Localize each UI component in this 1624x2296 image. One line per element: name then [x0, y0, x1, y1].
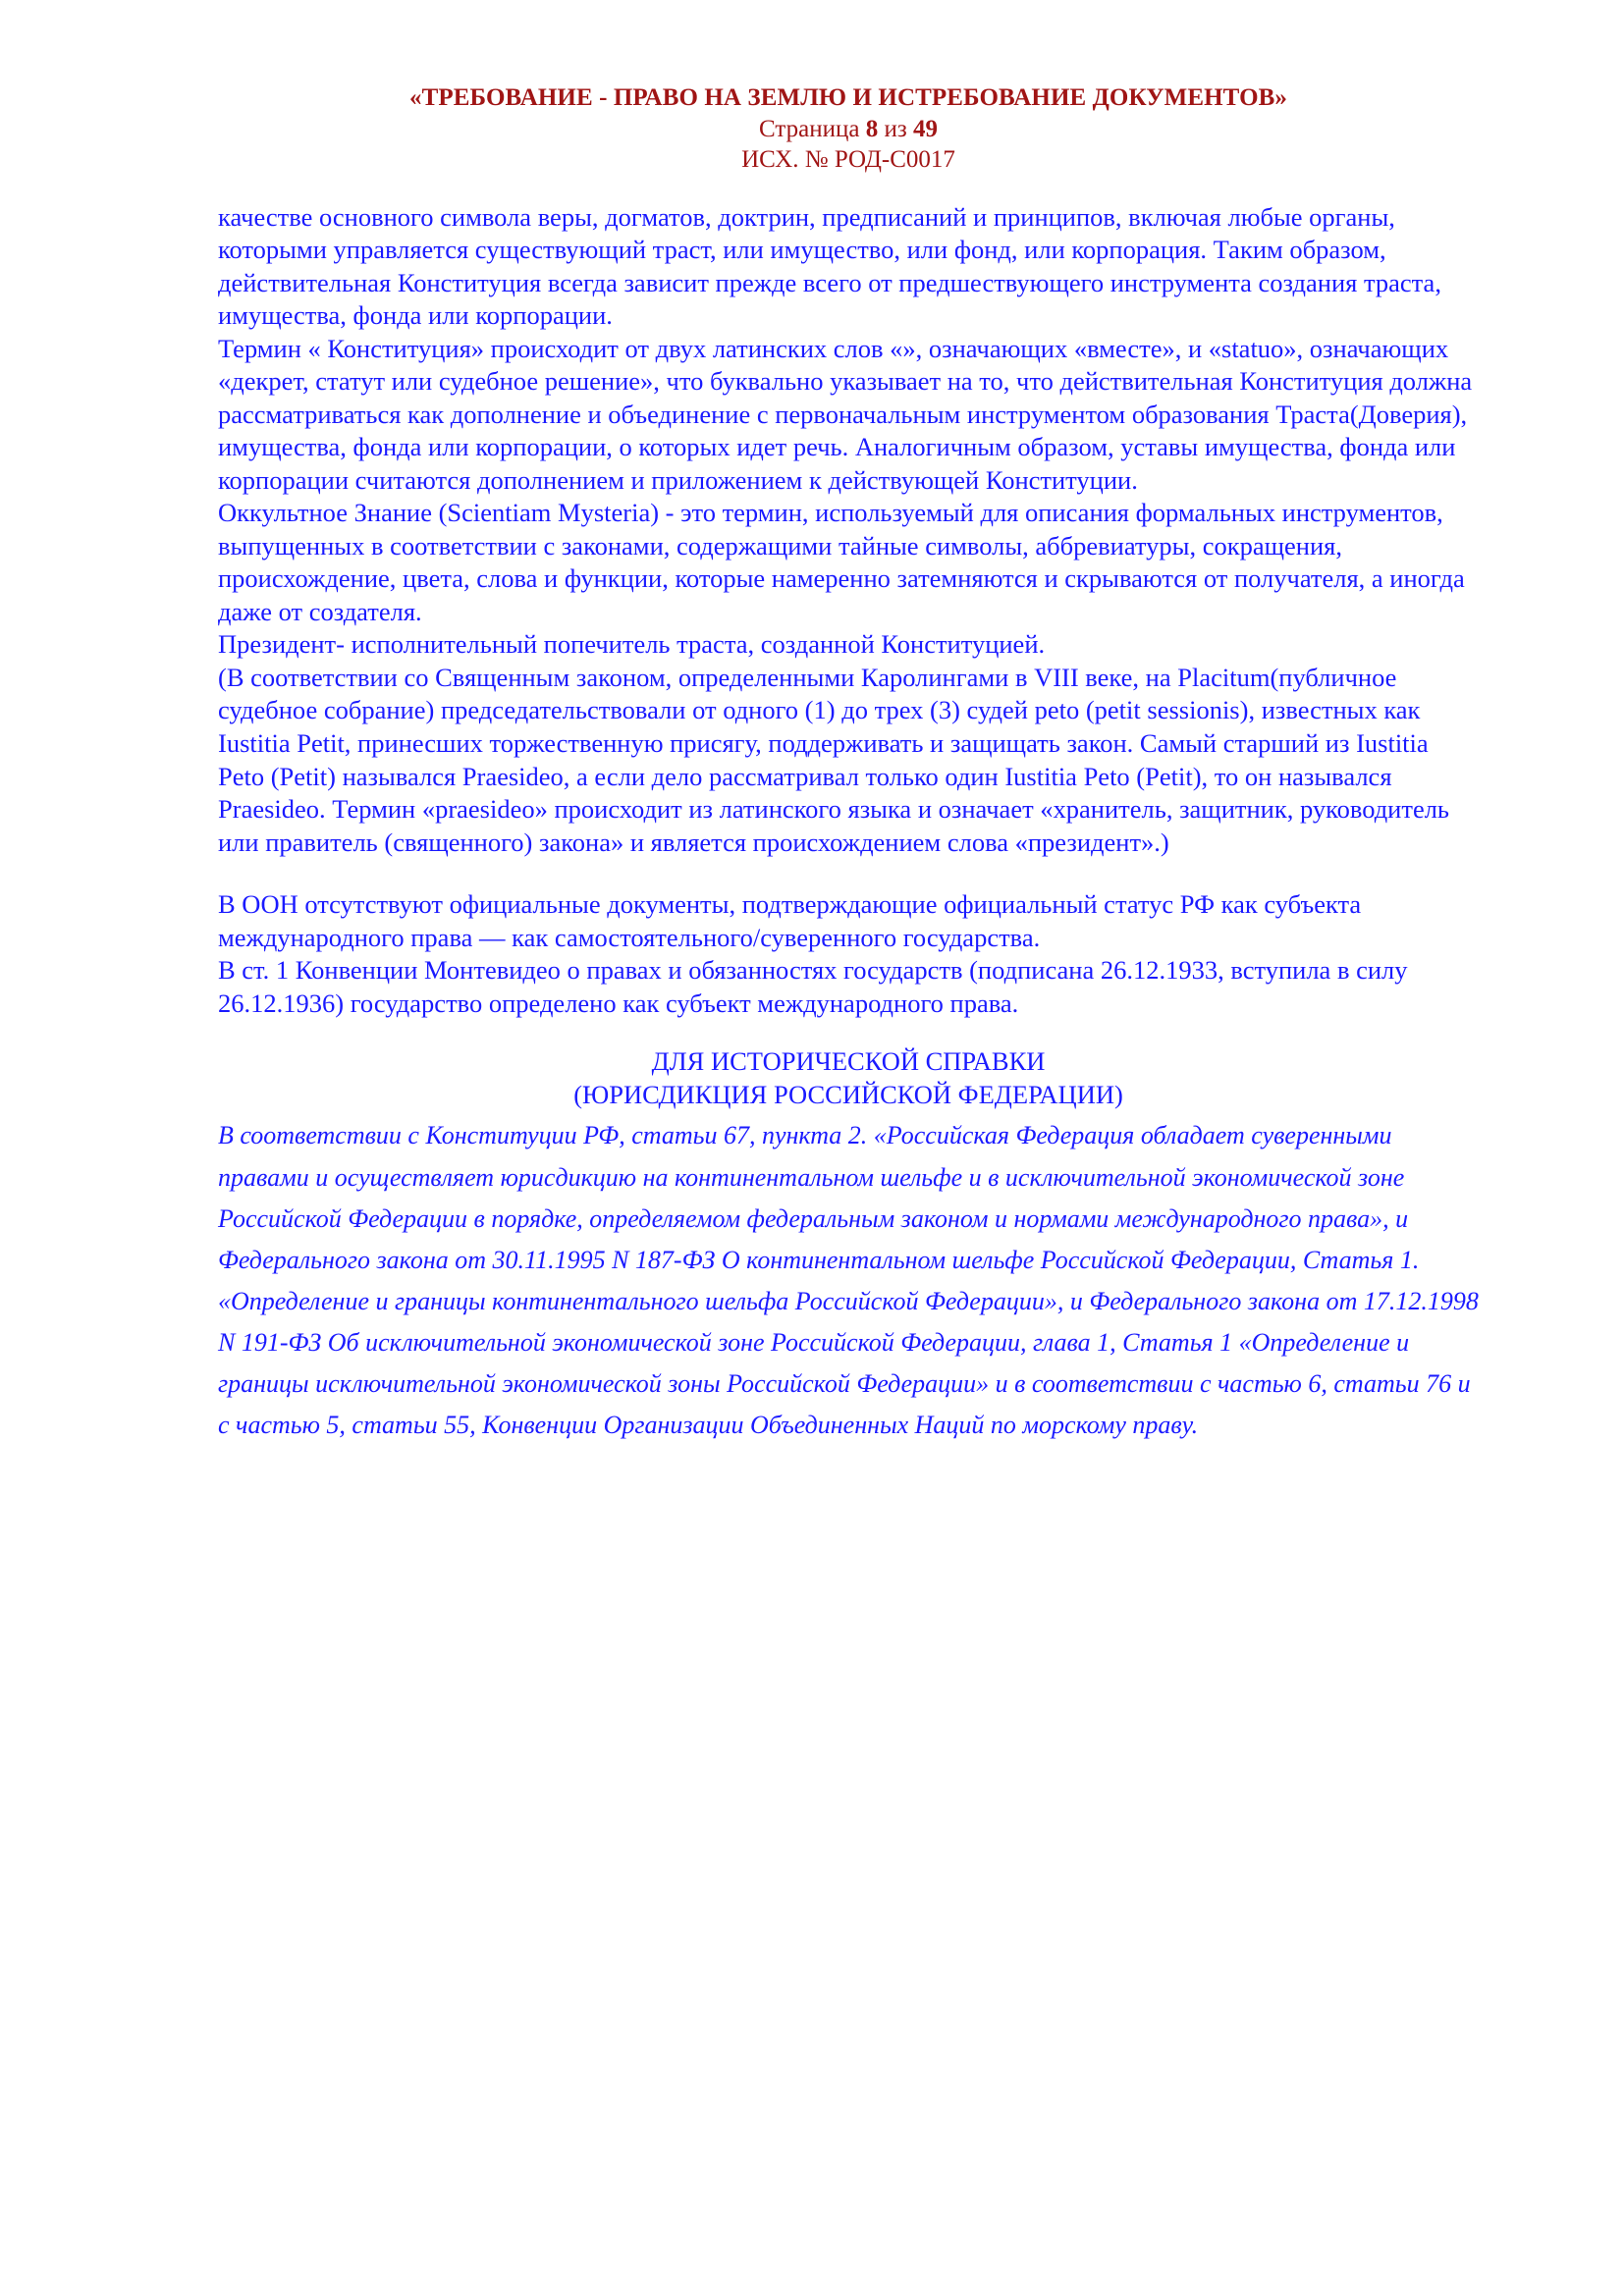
law-quote-block — [218, 1115, 1479, 1446]
page-label-middle: из — [878, 115, 913, 142]
section-heading-line2: (ЮРИСДИКЦИЯ РОССИЙСКОЙ ФЕДЕРАЦИИ) — [573, 1079, 1123, 1109]
section-heading — [218, 1045, 1479, 1111]
body-text — [218, 201, 1479, 1020]
paragraph: Оккультное Знание (Scientiam Mysteria) - это термин, используемый для описания формальных инструментов, выпущенных в соответствии с законами, содержащими тайные символы, аббревиатуры, сокращения, происхождение, цвета, слова и функции, которые намеренно затемняются и скрываются от получателя, а иногда даже от создателя. — [218, 498, 1465, 626]
page-number: 8 — [865, 115, 879, 142]
section-heading-line1: ДЛЯ ИСТОРИЧЕСКОЙ СПРАВКИ — [651, 1046, 1046, 1077]
paragraph: (В соответствии со Священным законом, определенными Каролингами в VIII веке, на Placitum(публичное судебное собрание) председательствовали от одного (1) до трех (3) судей peto (petit sessionis), известных как Iustitia Petit, принесших торжественную присягу, поддерживать и защищать закон. Самый старший из Iustitia Peto (Petit) назывался Praesideo, а если дело рассматривал только один Iustitia Peto (Petit), то он назывался Praesideo. Термин «praesideo» происходит из латинского языка и означает «хранитель, защитник, руководитель или правитель (священного) закона» и является происхождением слова «президент».) — [218, 662, 1450, 857]
paragraph: В ст. 1 Конвенции Монтевидео о правах и обязанностях государств (подписана 26.12.1933, вступила в силу 26.12.1936) государство определено как субъект международного права. — [218, 955, 1408, 1018]
law-quote-text: В соответствии с Конституции РФ, статьи 67, пункта 2. «Российская Федерация обладает суверенными правами и осуществляет юрисдикцию на континентальном шельфе и в исключительной экономической зоне Российской Федерации в порядке, определяемом федеральным законом и нормами международного права», и Федерального закона от 30.11.1995 N 187-ФЗ О континентальном шельфе Российской Федерации, Статья 1. «Определение и границы континентального шельфа Российской Федерации», и Федерального закона от 17.12.1998 N 191-ФЗ Об исключительной экономической зоне Российской Федерации, глава 1, Статья 1 «Определение и границы исключительной экономической зоны Российской Федерации» и в соответствии с частью 6, статьи 76 и с частью 5, статьи 55, Конвенции Организации Объединенных Наций по морскому праву. — [218, 1121, 1479, 1440]
document-title: «ТРЕБОВАНИЕ - ПРАВО НА ЗЕМЛЮ И ИСТРЕБОВАНИЕ ДОКУМЕНТОВ» — [408, 84, 1288, 111]
page-total: 49 — [912, 115, 938, 142]
page-indicator — [218, 115, 1479, 145]
document-reference: ИСХ. № РОД-С0017 — [741, 146, 955, 174]
paragraph: Термин « Конституция» происходит от двух латинских слов «», означающих «вместе», и «statuo», означающих «декрет, статут или судебное решение», что буквально указывает на то, что действительная Конституция должна рассматриваться как дополнение и объединение с первоначальным инструментом образования Траста(Доверия), имущества, фонда или корпорации, о которых идет речь. Аналогичным образом, уставы имущества, фонда или корпорации считаются дополнением и приложением к действующей Конституции. — [218, 333, 1473, 495]
paragraph: качестве основного символа веры, догматов, доктрин, предписаний и принципов, включая любые органы, которыми управляется существующий траст, или имущество, или фонд, или корпорация. Таким образом, действительная Конституция всегда зависит прежде всего от предшествующего инструмента создания траста, имущества, фонда или корпорации. — [218, 201, 1441, 331]
page-label-prefix: Страница — [759, 115, 866, 142]
document-header — [218, 84, 1479, 176]
paragraph: В ООН отсутствуют официальные документы, подтверждающие официальный статус РФ как субъекта международного права — как самостоятельного/суверенного государства. — [218, 889, 1362, 952]
paragraph: Президент- исполнительный попечитель траста, созданной Конституцией. — [218, 629, 1046, 660]
paragraph-spacer — [218, 859, 1479, 888]
